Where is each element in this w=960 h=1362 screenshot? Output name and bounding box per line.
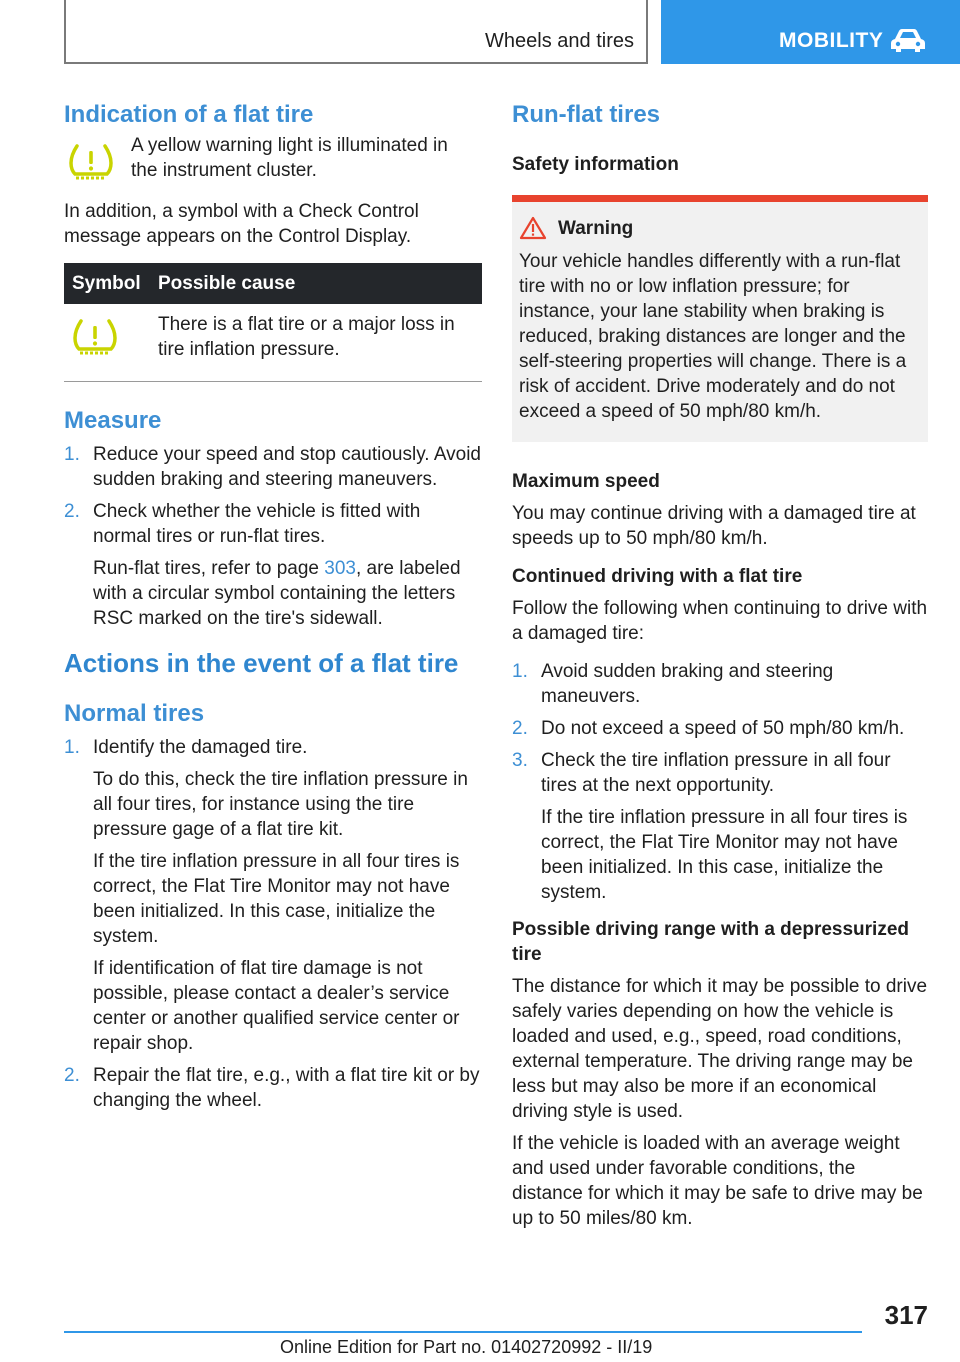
- step-text: If the tire inflation pressure in all four tires is correct, the Flat Tire Monitor may not have been initialized. In this case, initialize the system.: [93, 851, 460, 947]
- step-number: 1.: [64, 737, 80, 758]
- max-speed-text: You may continue driving with a damaged tire at speeds up to 50 mph/80 km/h.: [512, 503, 916, 549]
- warning-triangle-icon: [519, 216, 547, 240]
- header-chapter-tab: [661, 0, 960, 64]
- step-note-after: , are labeled with a circular symbol containing the letters RSC marked on the tire's sidewall.: [93, 558, 461, 629]
- safety-heading: Safety information: [512, 154, 679, 175]
- step-text: Repair the flat tire, e.g., with a flat tire kit or by changing the wheel.: [93, 1065, 480, 1111]
- left-column: [64, 100, 482, 1120]
- list-item: [512, 659, 928, 709]
- step-number: 3.: [512, 750, 528, 771]
- list-item: [64, 442, 482, 492]
- list-item: [512, 748, 928, 905]
- range-heading: Possible driving range with a depressurized tire: [512, 919, 909, 965]
- right-column: [512, 100, 928, 1231]
- indicator-text: A yellow warning light is illuminated in the instrument cluster.: [131, 135, 448, 181]
- list-item: [512, 716, 928, 741]
- measure-heading: Measure: [64, 407, 162, 434]
- page-number: 317: [884, 1300, 928, 1330]
- step-text: Check whether the vehicle is fitted with normal tires or run-flat tires.: [93, 501, 421, 547]
- cause-col-header: Possible cause: [150, 263, 482, 304]
- cause-cell: There is a flat tire or a major loss in tire inflation pressure.: [158, 314, 455, 360]
- warning-text: Your vehicle handles differently with a run-flat tire with no or low inflation pressure; for instance, your lane stability when braking is reduced, braking distances are longer and the self-steering properties will change. There is a risk of accident. Drive moderately and do not exceed a speed of 50 mph/80 km/h.: [519, 251, 907, 422]
- indicator-row: [64, 133, 482, 199]
- step-text: Avoid sudden braking and steering maneuvers.: [541, 661, 834, 707]
- list-item: [64, 1063, 482, 1113]
- header-chapter-label: MOBILITY: [779, 29, 884, 52]
- footer-divider: [64, 1331, 862, 1333]
- tire-pressure-warning-icon: [68, 143, 114, 181]
- step-note-before: Run-flat tires, refer to page: [93, 558, 325, 579]
- continued-intro: Follow the following when continuing to drive with a damaged tire:: [512, 598, 928, 644]
- step-text: To do this, check the tire inflation pressure in all four tires, for instance using the tire pressure gage of a flat tire kit.: [93, 769, 468, 840]
- step-text: Reduce your speed and stop cautiously. Avoid sudden braking and steering maneuvers.: [93, 444, 481, 490]
- step-number: 1.: [512, 661, 528, 682]
- indication-heading: Indication of a flat tire: [64, 101, 314, 128]
- indication-addition: In addition, a symbol with a Check Control message appears on the Control Display.: [64, 201, 419, 247]
- continued-heading: Continued driving with a flat tire: [512, 566, 803, 587]
- car-icon: [889, 27, 927, 53]
- list-item: [64, 735, 482, 1056]
- step-number: 2.: [512, 718, 528, 739]
- symbol-cell: [64, 304, 150, 382]
- range-text: If the vehicle is loaded with an average weight and used under favorable conditions, the distance for which it may be safe to drive may be up to 50 miles/80 km.: [512, 1133, 923, 1229]
- symbol-table-header: [64, 263, 482, 304]
- max-speed-heading: Maximum speed: [512, 471, 660, 492]
- step-note: [93, 556, 482, 631]
- step-number: 1.: [64, 444, 80, 465]
- normal-tires-heading: Normal tires: [64, 700, 205, 727]
- step-text: Check the tire inflation pressure in all four tires at the next opportunity.: [541, 750, 891, 796]
- range-text: The distance for which it may be possible to drive safely varies depending on how the vehicle is loaded and used, e.g., speed, road conditions, external temperature. The driving range may be less but may also be more if an economical driving style is used.: [512, 976, 928, 1122]
- table-row: [64, 304, 482, 382]
- warning-label: Warning: [558, 218, 634, 239]
- tire-pressure-warning-icon: [72, 318, 118, 356]
- step-text: If identification of flat tire damage is not possible, please contact a dealer’s service center or another qualified service center or repair shop.: [93, 958, 460, 1054]
- actions-heading: Actions in the event of a flat tire: [64, 648, 459, 678]
- warning-box: [512, 195, 928, 442]
- header-section-title: Wheels and tires: [485, 30, 634, 52]
- continued-steps: [512, 659, 928, 905]
- step-number: 2.: [64, 1065, 80, 1086]
- symbol-col-header: Symbol: [64, 263, 150, 304]
- footer-edition: Online Edition for Part no. 01402720992 - II/19: [280, 1337, 653, 1357]
- actions-steps: [64, 735, 482, 1113]
- symbol-table: [64, 263, 482, 382]
- run-flat-heading: Run-flat tires: [512, 101, 661, 128]
- step-text: Identify the damaged tire.: [93, 737, 308, 758]
- page-reference-link[interactable]: 303: [324, 558, 356, 579]
- header-section-box: [64, 0, 648, 64]
- warning-title: [558, 216, 922, 241]
- step-text: Do not exceed a speed of 50 mph/80 km/h.: [541, 718, 905, 739]
- step-number: 2.: [64, 501, 80, 522]
- step-text: If the tire inflation pressure in all four tires is correct, the Flat Tire Monitor may not have been initialized. In this case, initialize the system.: [541, 807, 908, 903]
- measure-steps: [64, 442, 482, 631]
- list-item: [64, 499, 482, 631]
